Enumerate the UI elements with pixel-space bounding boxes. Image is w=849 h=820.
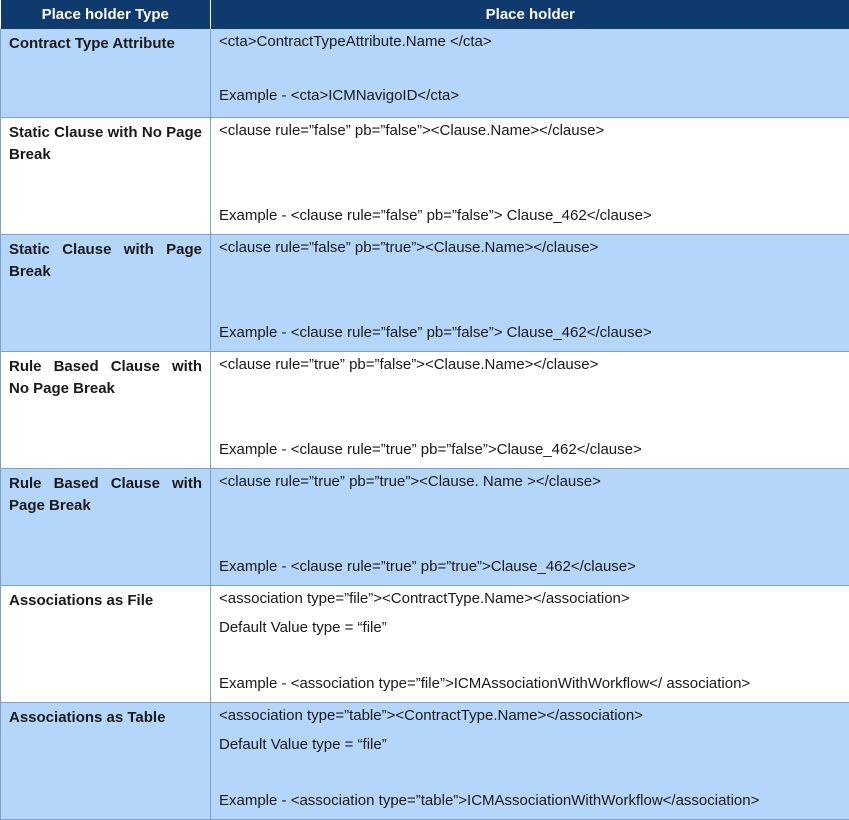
- placeholder-type: Rule Based Clause with Page Break: [9, 474, 202, 514]
- placeholder-syntax: <clause rule=”true” pb=”true”><Clause. Name ></clause>: [219, 472, 601, 490]
- placeholder-syntax: <clause rule=”false” pb=”true”><Clause.Name></clause>: [219, 238, 599, 256]
- placeholder-cell: [211, 702, 849, 819]
- placeholder-example: Example - <cta>ICMNavigoID</cta>: [219, 87, 460, 104]
- placeholder-syntax: <clause rule=”false” pb=”false”><Clause.Name></clause>: [219, 121, 605, 139]
- placeholder-default: Default Value type = “file”: [219, 618, 387, 636]
- placeholder-syntax: <association type=”file”><ContractType.Name></association>: [219, 589, 630, 607]
- placeholder-example: Example - <clause rule=”false” pb=”false”> Clause_462</clause>: [219, 206, 652, 224]
- placeholder-cell: [211, 29, 849, 117]
- placeholder-type: Contract Type Attribute: [9, 35, 175, 52]
- placeholder-cell: [211, 468, 849, 585]
- placeholder-example: Example - <association type=”file”>ICMAssociationWithWorkflow</ association>: [219, 674, 751, 692]
- column-header-placeholder: Place holder: [211, 0, 849, 29]
- type-cell: [1, 117, 211, 234]
- table-row: [1, 234, 849, 351]
- table-row: [1, 702, 849, 819]
- placeholder-default: Default Value type = “file”: [219, 735, 387, 753]
- placeholder-syntax: <cta>ContractTypeAttribute.Name </cta>: [219, 33, 492, 50]
- table-row: [1, 351, 849, 468]
- placeholder-type: Associations as File: [9, 591, 154, 609]
- type-cell: [1, 468, 211, 585]
- placeholder-type: Static Clause with Page Break: [9, 240, 202, 280]
- table-row: [1, 29, 849, 117]
- placeholder-type: Rule Based Clause with No Page Break: [9, 357, 202, 397]
- type-cell: [1, 234, 211, 351]
- table-row: [1, 585, 849, 702]
- type-cell: [1, 702, 211, 819]
- column-header-type: Place holder Type: [1, 0, 211, 29]
- placeholder-type: Static Clause with No Page Break: [9, 123, 202, 163]
- type-cell: [1, 585, 211, 702]
- type-cell: [1, 29, 211, 117]
- placeholder-cell: [211, 585, 849, 702]
- table-row: [1, 117, 849, 234]
- placeholder-type: Associations as Table: [9, 708, 166, 726]
- placeholder-example: Example - <clause rule=”true” pb=”true”>Clause_462</clause>: [219, 557, 636, 575]
- placeholder-syntax: <association type=”table”><ContractType.Name></association>: [219, 706, 643, 724]
- type-cell: [1, 351, 211, 468]
- placeholder-syntax: <clause rule=”true” pb=”false”><Clause.Name></clause>: [219, 355, 599, 373]
- placeholder-example: Example - <clause rule=”true” pb=”false”>Clause_462</clause>: [219, 440, 642, 458]
- placeholder-example: Example - <association type=”table”>ICMAssociationWithWorkflow</association>: [219, 791, 760, 809]
- table-header-row: [1, 0, 849, 29]
- placeholder-example: Example - <clause rule=”false” pb=”false”> Clause_462</clause>: [219, 323, 652, 341]
- placeholder-cell: [211, 351, 849, 468]
- placeholder-cell: [211, 117, 849, 234]
- placeholder-cell: [211, 234, 849, 351]
- table-row: [1, 468, 849, 585]
